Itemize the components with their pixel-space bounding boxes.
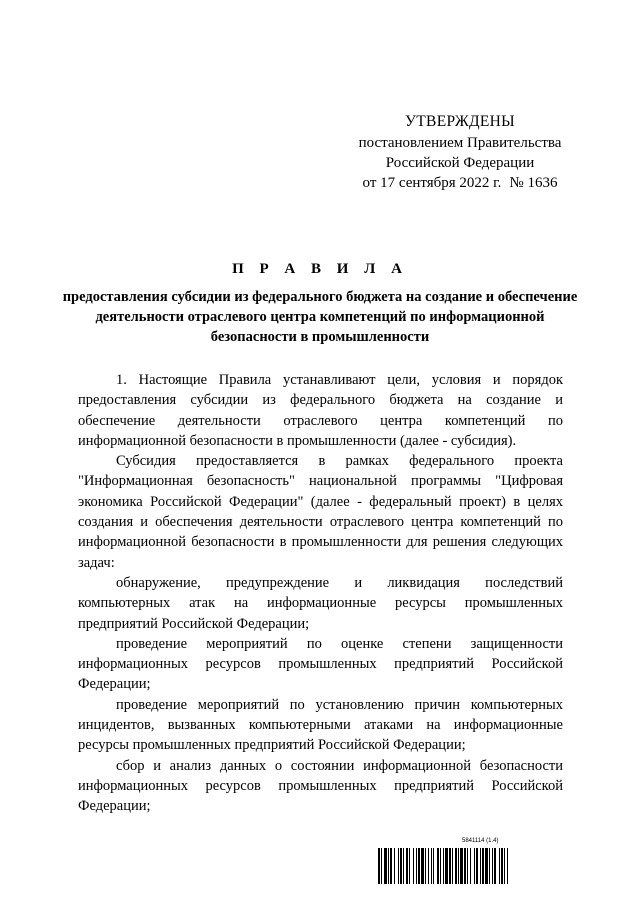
paragraph: 1. Настоящие Правила устанавливают цели, условия и порядок предоставления субсидии из федерального бюджета на создание и обеспечение деятельности отраслевого центра компетенций по информационной безопасности в промышленности (далее - субсидия). [78,372,563,449]
approval-date: от 17 сентября 2022 г. [362,175,502,191]
approval-line-3 [330,173,590,193]
approval-line-2: Российской Федерации [385,155,535,171]
approval-block [330,112,590,193]
barcode-icon [378,848,564,884]
approval-heading: УТВЕРЖДЕНЫ [405,113,515,130]
approval-line-1: постановлением Правительства [358,135,562,151]
approval-number: № 1636 [509,175,558,191]
paragraph: проведение мероприятий по оценке степени защищенности информационных ресурсов промышленных предприятий Российской Федерации; [78,635,563,693]
document-body [78,370,563,817]
paragraph: сбор и анализ данных о состоянии информационной безопасности информационных ресурсов промышленных предприятий Российской Федерации; [78,757,563,815]
paragraph: проведение мероприятий по установлению причин компьютерных инцидентов, вызванных компьютерными атаками на информационные ресурсы промышленных предприятий Российской Федерации; [78,696,563,754]
document-subtitle: предоставления субсидии из федерального бюджета на создание и обеспечение деятельности отраслевого центра компетенций по информационной безопасности в промышленности [62,289,578,345]
paragraph: обнаружение, предупреждение и ликвидация последствий компьютерных атак на информационные ресурсы промышленных предприятий Российской Федерации; [78,574,563,632]
document-code: 5841114 (1.4) [462,838,499,844]
paragraph: Субсидия предоставляется в рамках федерального проекта "Информационная безопасность" национальной программы "Цифровая экономика Российской Федерации" (далее - федеральный проект) в целях создания и обеспечения деятельности отраслевого центра компетенций по информационной безопасности в промышленности для решения следующих задач: [78,453,563,571]
document-title: П Р А В И Л А [232,261,408,277]
